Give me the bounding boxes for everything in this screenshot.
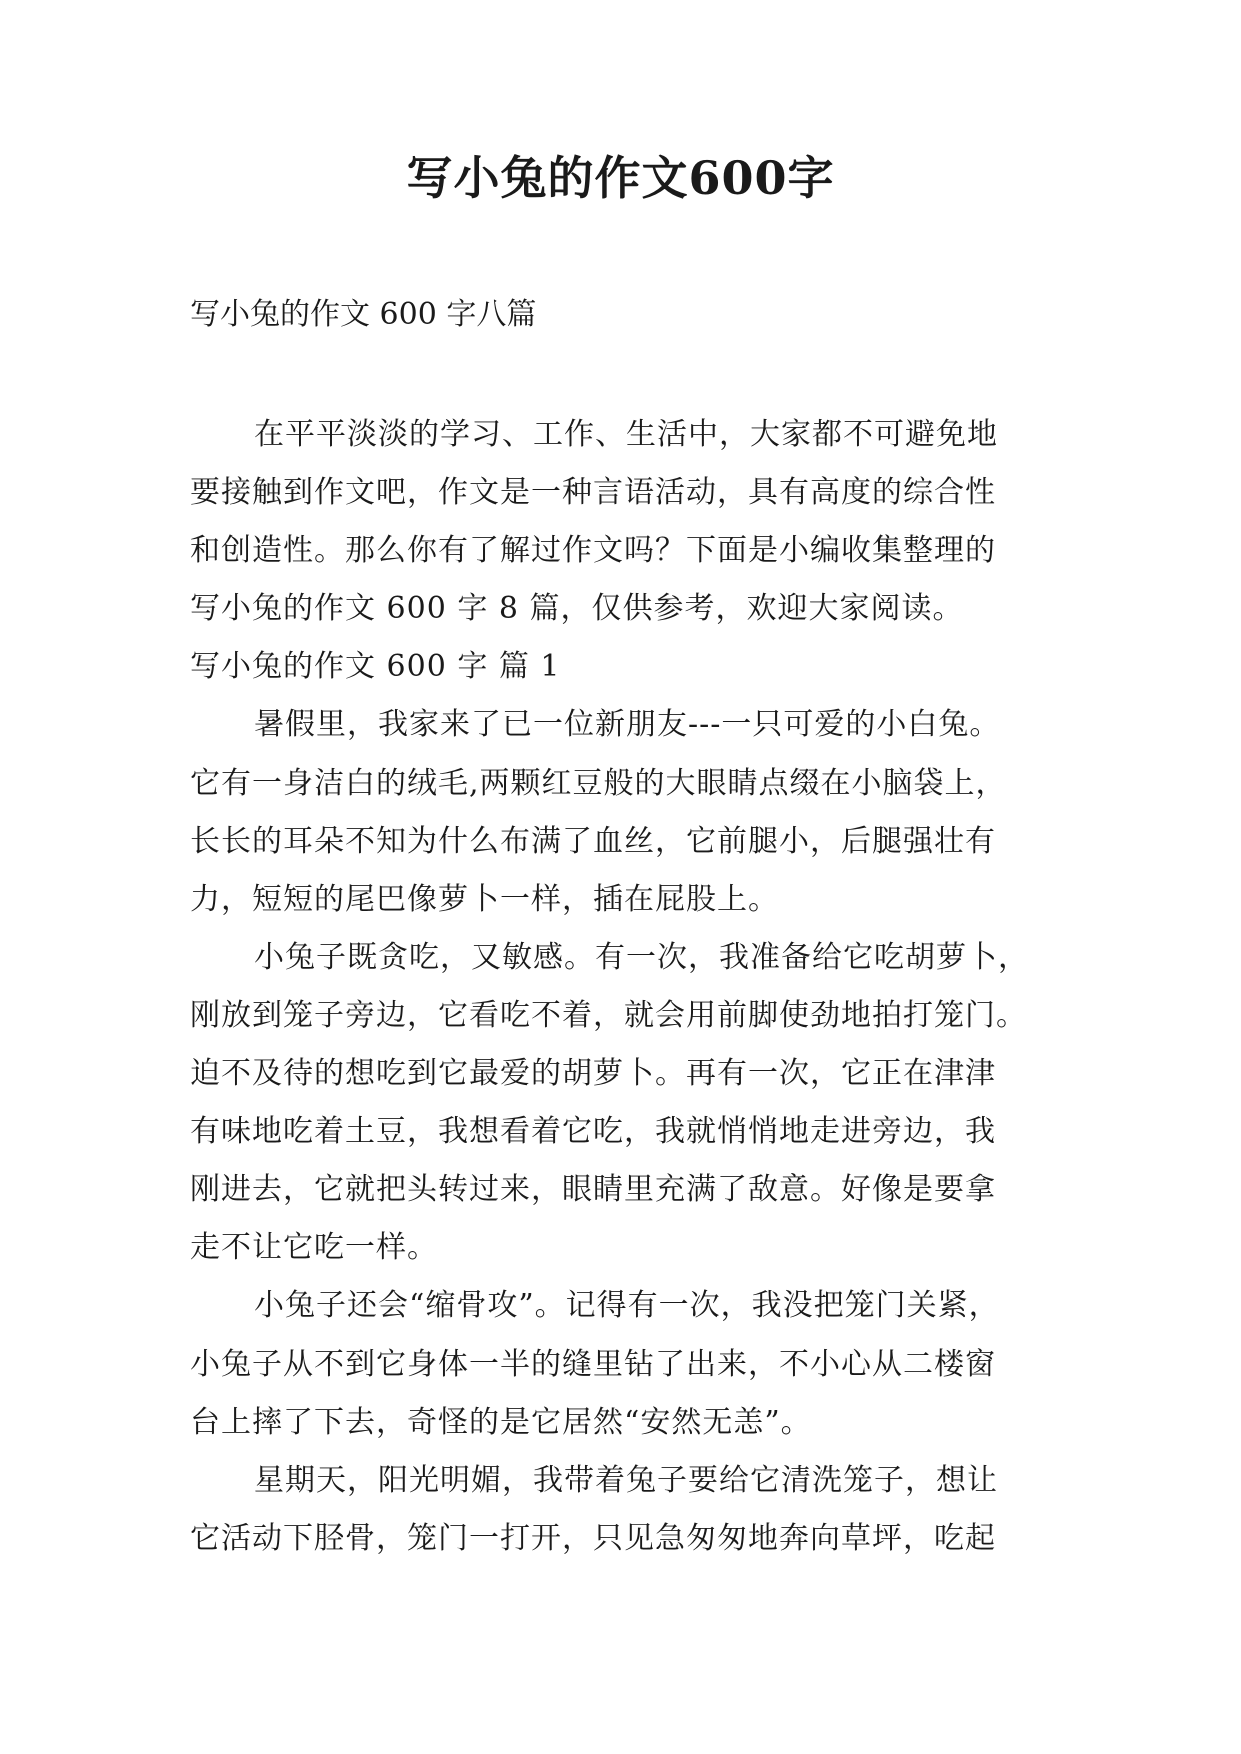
- text-line: 暑假里，我家来了已一位新朋友---一只可爱的小白兔。: [254, 707, 1001, 743]
- text-line: 小兔子还会“缩骨攻”。记得有一次，我没把笼门关紧，: [254, 1288, 1000, 1324]
- text-line: 要接触到作文吧，作文是一种言语活动，具有高度的综合性: [190, 475, 996, 511]
- text-line: 有味地吃着土豆，我想看着它吃，我就悄悄地走进旁边，我: [190, 1114, 996, 1150]
- text-line: 走不让它吃一样。: [190, 1230, 438, 1266]
- text-line: 它有一身洁白的绒毛,两颗红豆般的大眼睛点缀在小脑袋上，: [190, 765, 1007, 801]
- text-line: 刚放到笼子旁边，它看吃不着，就会用前脚使劲地拍打笼门。: [190, 997, 1027, 1033]
- text-line: 小兔子既贪吃，又敏感。有一次，我准备给它吃胡萝卜，: [254, 939, 1029, 975]
- text-line: 台上摔了下去，奇怪的是它居然“安然无恙”。: [190, 1404, 812, 1440]
- text-line: 和创造性。那么你有了解过作文吗？下面是小编收集整理的: [190, 533, 996, 569]
- text-line: 小兔子从不到它身体一半的缝里钻了出来，不小心从二楼窗: [190, 1346, 996, 1382]
- text-line: 迫不及待的想吃到它最爱的胡萝卜。再有一次，它正在津津: [190, 1056, 996, 1092]
- document-subtitle: 写小兔的作文 600 字八篇: [190, 297, 537, 332]
- document-body: [190, 406, 1050, 1568]
- text-line: 刚进去，它就把头转过来，眼睛里充满了敌意。好像是要拿: [190, 1172, 996, 1208]
- text-line: 星期天，阳光明媚，我带着兔子要给它清洗笼子，想让: [254, 1462, 998, 1498]
- document-title: 写小兔的作文600字: [406, 151, 835, 205]
- text-line: 力，短短的尾巴像萝卜一样，插在屁股上。: [190, 881, 779, 917]
- text-line: 它活动下胫骨，笼门一打开，只见急匆匆地奔向草坪，吃起: [190, 1520, 996, 1556]
- text-line: 写小兔的作文 600 字 篇 1: [190, 649, 561, 685]
- text-line: 写小兔的作文 600 字 8 篇，仅供参考，欢迎大家阅读。: [190, 591, 964, 627]
- text-line: 在平平淡淡的学习、工作、生活中，大家都不可避免地: [254, 417, 998, 452]
- text-line: 长长的耳朵不知为什么布满了血丝，它前腿小，后腿强壮有: [190, 823, 996, 859]
